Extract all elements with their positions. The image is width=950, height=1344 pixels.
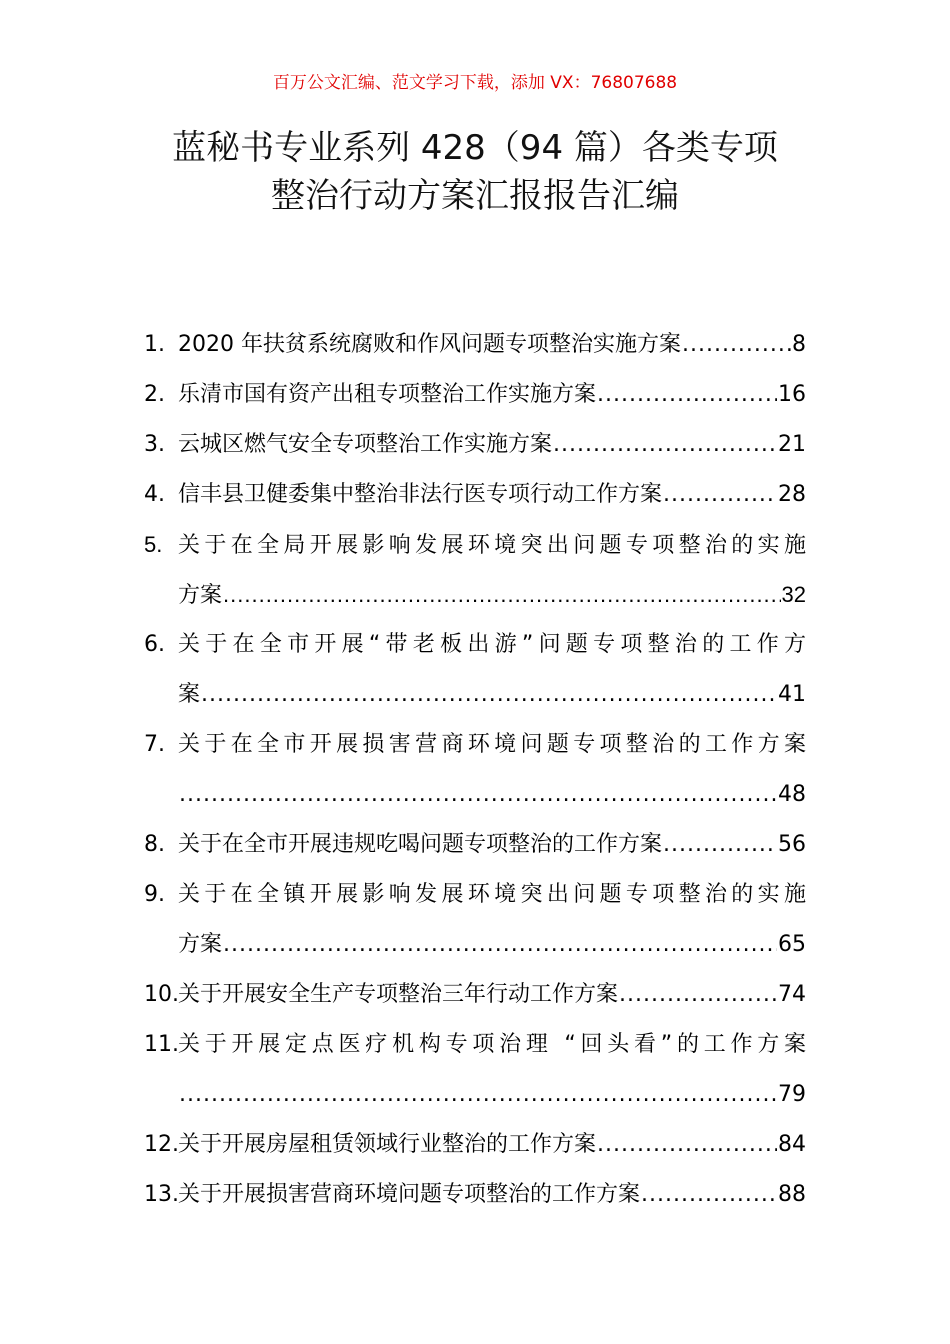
toc-title: 2020 年扶贫系统腐败和作风问题专项整治实施方案: [178, 332, 681, 357]
toc-number: 4.: [144, 482, 165, 507]
toc-title-cont: 案: [178, 682, 201, 707]
toc-number: 3.: [144, 432, 165, 457]
document-title: [0, 124, 950, 220]
toc-title: 关于在全市开展违规吃喝问题专项整治的工作方案: [178, 832, 663, 857]
toc-leader: [223, 570, 781, 620]
toc-number: 6.: [144, 632, 165, 657]
toc-title: 乐清市国有资产出租专项整治工作实施方案: [178, 382, 597, 407]
toc-leader: [619, 970, 777, 1020]
toc-number: 13.: [144, 1182, 179, 1207]
toc-title: 关于在全市开展损害营商环境问题专项整治的工作方案: [178, 732, 806, 757]
toc-title: 关于开展定点医疗机构专项治理 “回头看”的工作方案: [178, 1032, 806, 1057]
toc-number: 10.: [144, 982, 179, 1007]
toc-page-number: 28: [778, 482, 806, 507]
toc-page-number: 41: [778, 682, 806, 707]
toc-page-number: 48: [778, 782, 806, 807]
toc-leader: [597, 1120, 777, 1170]
toc-title: 关于在全局开展影响发展环境突出问题专项整治的实施: [178, 532, 806, 557]
toc-number: 11.: [144, 1032, 179, 1057]
title-line-2: 整治行动方案汇报报告汇编: [271, 176, 679, 216]
title-line-1: 蓝秘书专业系列 428（94 篇）各类专项: [172, 128, 778, 168]
toc-leader: [641, 1170, 777, 1220]
toc-leader: [663, 820, 777, 870]
toc-leader: [597, 370, 777, 420]
toc-title: 关于开展损害营商环境问题专项整治的工作方案: [178, 1182, 641, 1207]
toc-page-number: 79: [778, 1082, 806, 1107]
toc-page-number: 56: [778, 832, 806, 857]
toc-page-number: 65: [778, 932, 806, 957]
toc-page-number: 21: [778, 432, 806, 457]
toc-leader: [553, 420, 777, 470]
toc-title: 信丰县卫健委集中整治非法行医专项行动工作方案: [178, 482, 663, 507]
toc-page-number: 84: [778, 1132, 806, 1157]
toc-page-number: 74: [778, 982, 806, 1007]
toc-title: 云城区燃气安全专项整治工作实施方案: [178, 432, 553, 457]
toc-title-cont: 方案: [178, 932, 223, 957]
toc-leader: [682, 320, 791, 370]
header-note: 百万公文汇编、范文学习下载，添加 VX：76807688: [272, 73, 678, 93]
toc-page-number: 32: [781, 582, 806, 607]
toc-leader: [663, 470, 777, 520]
toc-title: 关于开展安全生产专项整治三年行动工作方案: [178, 982, 619, 1007]
toc-page-number: 16: [778, 382, 806, 407]
toc-leader: [201, 670, 777, 720]
toc-title: 关于开展房屋租赁领域行业整治的工作方案: [178, 1132, 597, 1157]
toc-leader: [179, 770, 777, 820]
toc-number: 9.: [144, 882, 165, 907]
toc-number: 5.: [144, 532, 163, 557]
toc-page-number: 88: [778, 1182, 806, 1207]
toc-number: 1.: [144, 332, 165, 357]
toc-title: 关于在全镇开展影响发展环境突出问题专项整治的实施: [178, 882, 806, 907]
toc-number: 7.: [144, 732, 165, 757]
toc-leader: [179, 1070, 777, 1120]
toc-leader: [223, 920, 777, 970]
toc-page-number: 8: [792, 332, 806, 357]
toc-title: 关于在全市开展“带老板出游”问题专项整治的工作方: [178, 632, 806, 657]
toc-number: 12.: [144, 1132, 179, 1157]
toc-number: 2.: [144, 382, 165, 407]
toc-title-cont: 方案: [178, 582, 223, 607]
toc-number: 8.: [144, 832, 165, 857]
